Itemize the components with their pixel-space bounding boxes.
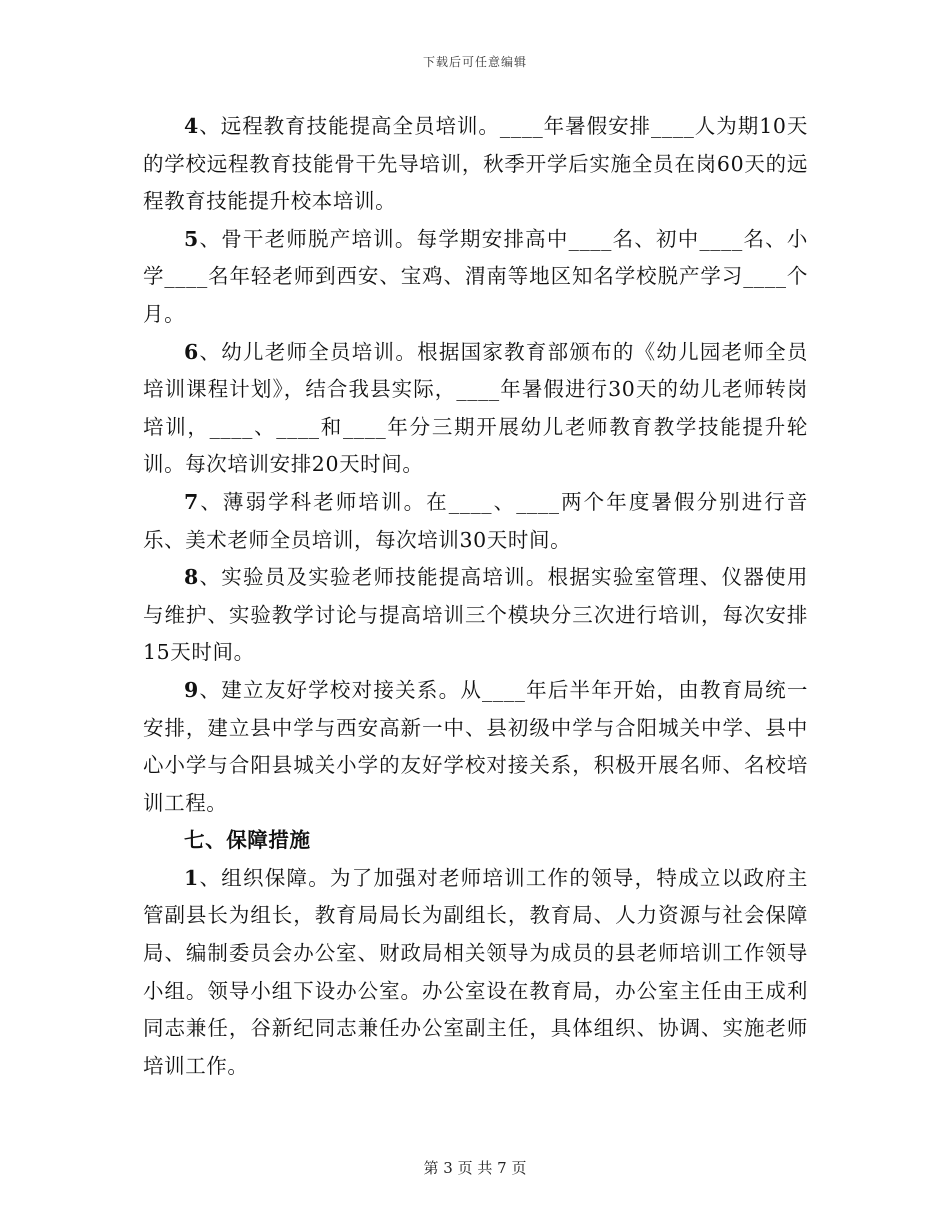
item-text: 、实验员及实验老师技能提高培训。根据实验室管理、仪器使用与维护、实验教学讨论与提高培训三个模块分三次进行培训，每次安排15天时间。 [143, 565, 808, 665]
item-text: 、幼儿老师全员培训。根据国家教育部颁布的《幼儿园老师全员培训课程计划》，结合我县实际，____年暑假进行30天的幼儿老师转岗培训，____、____和____年分三期开展幼儿老师教育教学技能提升轮训。每次培训安排20天时间。 [143, 339, 808, 477]
page-footer: 第 3 页 共 7 页 [423, 1159, 527, 1177]
item-number: 7 [184, 489, 199, 514]
item-number: 9 [184, 677, 199, 702]
document-body [143, 108, 808, 1085]
page-header: 下载后可任意编辑 [422, 55, 527, 69]
section-heading: 七、保障措施 [184, 828, 311, 853]
list-item-4 [143, 108, 808, 221]
item-text: 、建立友好学校对接关系。从____年后半年开始，由教育局统一安排，建立县中学与西安高新一中、县初级中学与合阳城关中学、县中心小学与合阳县城关小学的友好学校对接关系，积极开展名师、名校培训工程。 [143, 677, 808, 815]
item-number: 4 [184, 114, 199, 138]
item-text: 、远程教育技能提高全员培训。____年暑假安排____人为期10天的学校远程教育技能骨干先导培训，秋季开学后实施全员在岗60天的远程教育技能提升校本培训。 [143, 114, 808, 214]
item-text: 、骨干老师脱产培训。每学期安排高中____名、初中____名、小学____名年轻老师到西安、宝鸡、渭南等地区知名学校脱产学习____个月。 [143, 226, 808, 326]
list-item-8 [143, 559, 808, 672]
item-number: 5 [184, 226, 199, 251]
item-text: 、薄弱学科老师培训。在____、____两个年度暑假分别进行音乐、美术老师全员培训，每次培训30天时间。 [143, 489, 808, 552]
section-item-1 [143, 860, 808, 1086]
item-number: 8 [184, 565, 199, 590]
item-number: 6 [184, 339, 199, 364]
list-item-5 [143, 221, 808, 334]
list-item-6 [143, 334, 808, 484]
item-number: 1 [184, 865, 199, 890]
item-text: 、组织保障。为了加强对老师培训工作的领导，特成立以政府主管副县长为组长，教育局局长为副组长，教育局、人力资源与社会保障局、编制委员会办公室、财政局相关领导为成员的县老师培训工作领导小组。领导小组下设办公室。办公室设在教育局，办公室主任由王成利同志兼任，谷新纪同志兼任办公室副主任，具体组织、协调、实施老师培训工作。 [143, 865, 808, 1078]
list-item-9 [143, 672, 808, 822]
list-item-7 [143, 484, 808, 559]
